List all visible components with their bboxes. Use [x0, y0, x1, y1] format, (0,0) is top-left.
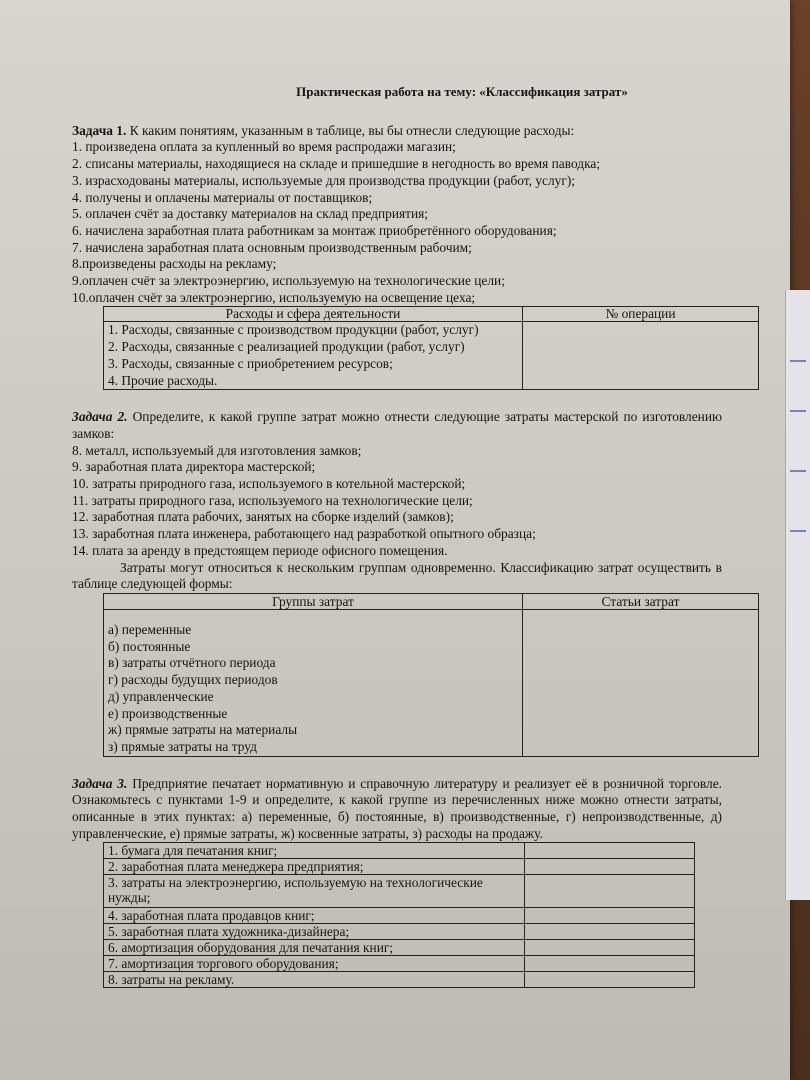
list-item: 11. затраты природного газа, используемого на технологические цели; [72, 492, 473, 508]
answer-cell[interactable] [525, 875, 695, 908]
task1-heading [72, 123, 722, 140]
task2-items [72, 443, 722, 560]
list-item: е) производственные [108, 705, 228, 721]
task2-label: Задача 2. [72, 409, 128, 425]
list-item: а) переменные [108, 621, 192, 637]
list-item: 2. Расходы, связанные с реализацией продукции (работ, услуг) [108, 339, 465, 355]
answer-cell[interactable] [525, 908, 695, 924]
list-item: 2. списаны материалы, находящиеся на складе и пришедшие в негодность во время паводка; [72, 156, 601, 172]
column-header: Расходы и сфера деятельности [104, 307, 523, 322]
list-item: 9.оплачен счёт за электроэнергию, используемую на технологические цели; [72, 273, 505, 289]
table-row [104, 875, 695, 908]
task3-label: Задача 3. [72, 775, 128, 791]
list-item: 8.произведены расходы на рекламу; [72, 256, 277, 272]
table-row [104, 843, 695, 859]
table-cell [104, 322, 523, 390]
page-title: Практическая работа на тему: «Классификация затрат» [296, 84, 628, 99]
table-cell: 1. бумага для печатания книг; [104, 843, 525, 859]
list-item: 10.оплачен счёт за электроэнергию, используемую на освещение цеха; [72, 289, 476, 305]
table-row [104, 859, 695, 875]
task1-label: Задача 1. [72, 122, 127, 138]
answer-cell[interactable] [525, 972, 695, 988]
task3-heading [72, 776, 722, 843]
list-item: 1. произведена оплата за купленный во время распродажи магазин; [72, 139, 456, 155]
task2-table [103, 593, 759, 757]
answer-cell[interactable] [525, 859, 695, 875]
list-item: 6. начислена заработная плата работникам за монтаж приобретённого оборудования; [72, 222, 557, 238]
answer-cell[interactable] [525, 940, 695, 956]
answer-cell[interactable] [525, 843, 695, 859]
column-header: Группы затрат [104, 593, 523, 609]
answer-cell[interactable] [523, 322, 759, 390]
task2-note: Затраты могут относиться к нескольким группам одновременно. Классификацию затрат осуществить в таблице следующей формы: [72, 559, 722, 592]
list-item: в) затраты отчётного периода [108, 655, 276, 671]
answer-cell[interactable] [523, 609, 759, 756]
table-row [104, 940, 695, 956]
column-header: Статьи затрат [523, 593, 759, 609]
table-header-row [104, 593, 759, 609]
table-row [104, 322, 759, 390]
task1-items [72, 139, 722, 306]
list-item: г) расходы будущих периодов [108, 672, 278, 688]
table-row [104, 956, 695, 972]
table-cell [104, 609, 523, 756]
list-item: 9. заработная плата директора мастерской; [72, 459, 316, 475]
column-header: № операции [523, 307, 759, 322]
task3-table [103, 842, 695, 988]
table-header-row [104, 307, 759, 322]
list-item: 1. Расходы, связанные с производством продукции (работ, услуг) [108, 322, 479, 338]
table-cell: 3. затраты на электроэнергию, используемую на технологические нужды; [104, 875, 525, 908]
task1-question: К каким понятиям, указанным в таблице, вы бы отнесли следующие расходы: [129, 122, 575, 138]
table-cell: 6. амортизация оборудования для печатания книг; [104, 940, 525, 956]
background-notebook-edge [785, 290, 810, 900]
document-body [72, 84, 722, 988]
table-row [104, 924, 695, 940]
table-cell: 7. амортизация торгового оборудования; [104, 956, 525, 972]
list-item: 4. получены и оплачены материалы от поставщиков; [72, 189, 373, 205]
list-item: д) управленческие [108, 688, 214, 704]
list-item: 4. Прочие расходы. [108, 372, 218, 388]
list-item: 3. израсходованы материалы, используемые для производства продукции (работ, услуг); [72, 172, 576, 188]
table-cell: 4. заработная плата продавцов книг; [104, 908, 525, 924]
answer-cell[interactable] [525, 956, 695, 972]
table-cell: 8. затраты на рекламу. [104, 972, 525, 988]
table-row [104, 908, 695, 924]
answer-cell[interactable] [525, 924, 695, 940]
table-row [104, 972, 695, 988]
list-item: 5. оплачен счёт за доставку материалов на склад предприятия; [72, 206, 429, 222]
list-item: 12. заработная плата рабочих, занятых на сборке изделий (замков); [72, 509, 454, 525]
list-item: б) постоянные [108, 638, 191, 654]
table-cell: 2. заработная плата менеджера предприятия; [104, 859, 525, 875]
task3-question: Предприятие печатает нормативную и справочную литературу и реализует её в розничной торговле. Ознакомьтесь с пунктами 1-9 и определите, к какой группе из перечисленных ниже можно отнести затраты, описанные в этих пунктах: а) переменные, б) постоянные, в) производственные, г) непроизводственные, д) управленческие, е) прямые затраты, ж) косвенные затраты, з) расходы на продажу. [72, 775, 722, 841]
list-item: 8. металл, используемый для изготовления замков; [72, 442, 362, 458]
list-item: 13. заработная плата инженера, работающего над разработкой опытного образца; [72, 526, 536, 542]
task1-table [103, 306, 759, 390]
task2-heading [72, 409, 722, 442]
table-row [104, 609, 759, 756]
list-item: 3. Расходы, связанные с приобретением ресурсов; [108, 355, 393, 371]
table-cell: 5. заработная плата художника-дизайнера; [104, 924, 525, 940]
list-item: з) прямые затраты на труд [108, 738, 257, 754]
task2-question: Определите, к какой группе затрат можно отнести следующие затраты мастерской по изготовлению замков: [72, 409, 722, 441]
list-item: 10. затраты природного газа, используемого в котельной мастерской; [72, 476, 466, 492]
list-item: 7. начислена заработная плата основным производственным рабочим; [72, 239, 472, 255]
list-item: ж) прямые затраты на материалы [108, 722, 298, 738]
list-item: 14. плата за аренду в предстоящем периоде офисного помещения. [72, 542, 448, 558]
